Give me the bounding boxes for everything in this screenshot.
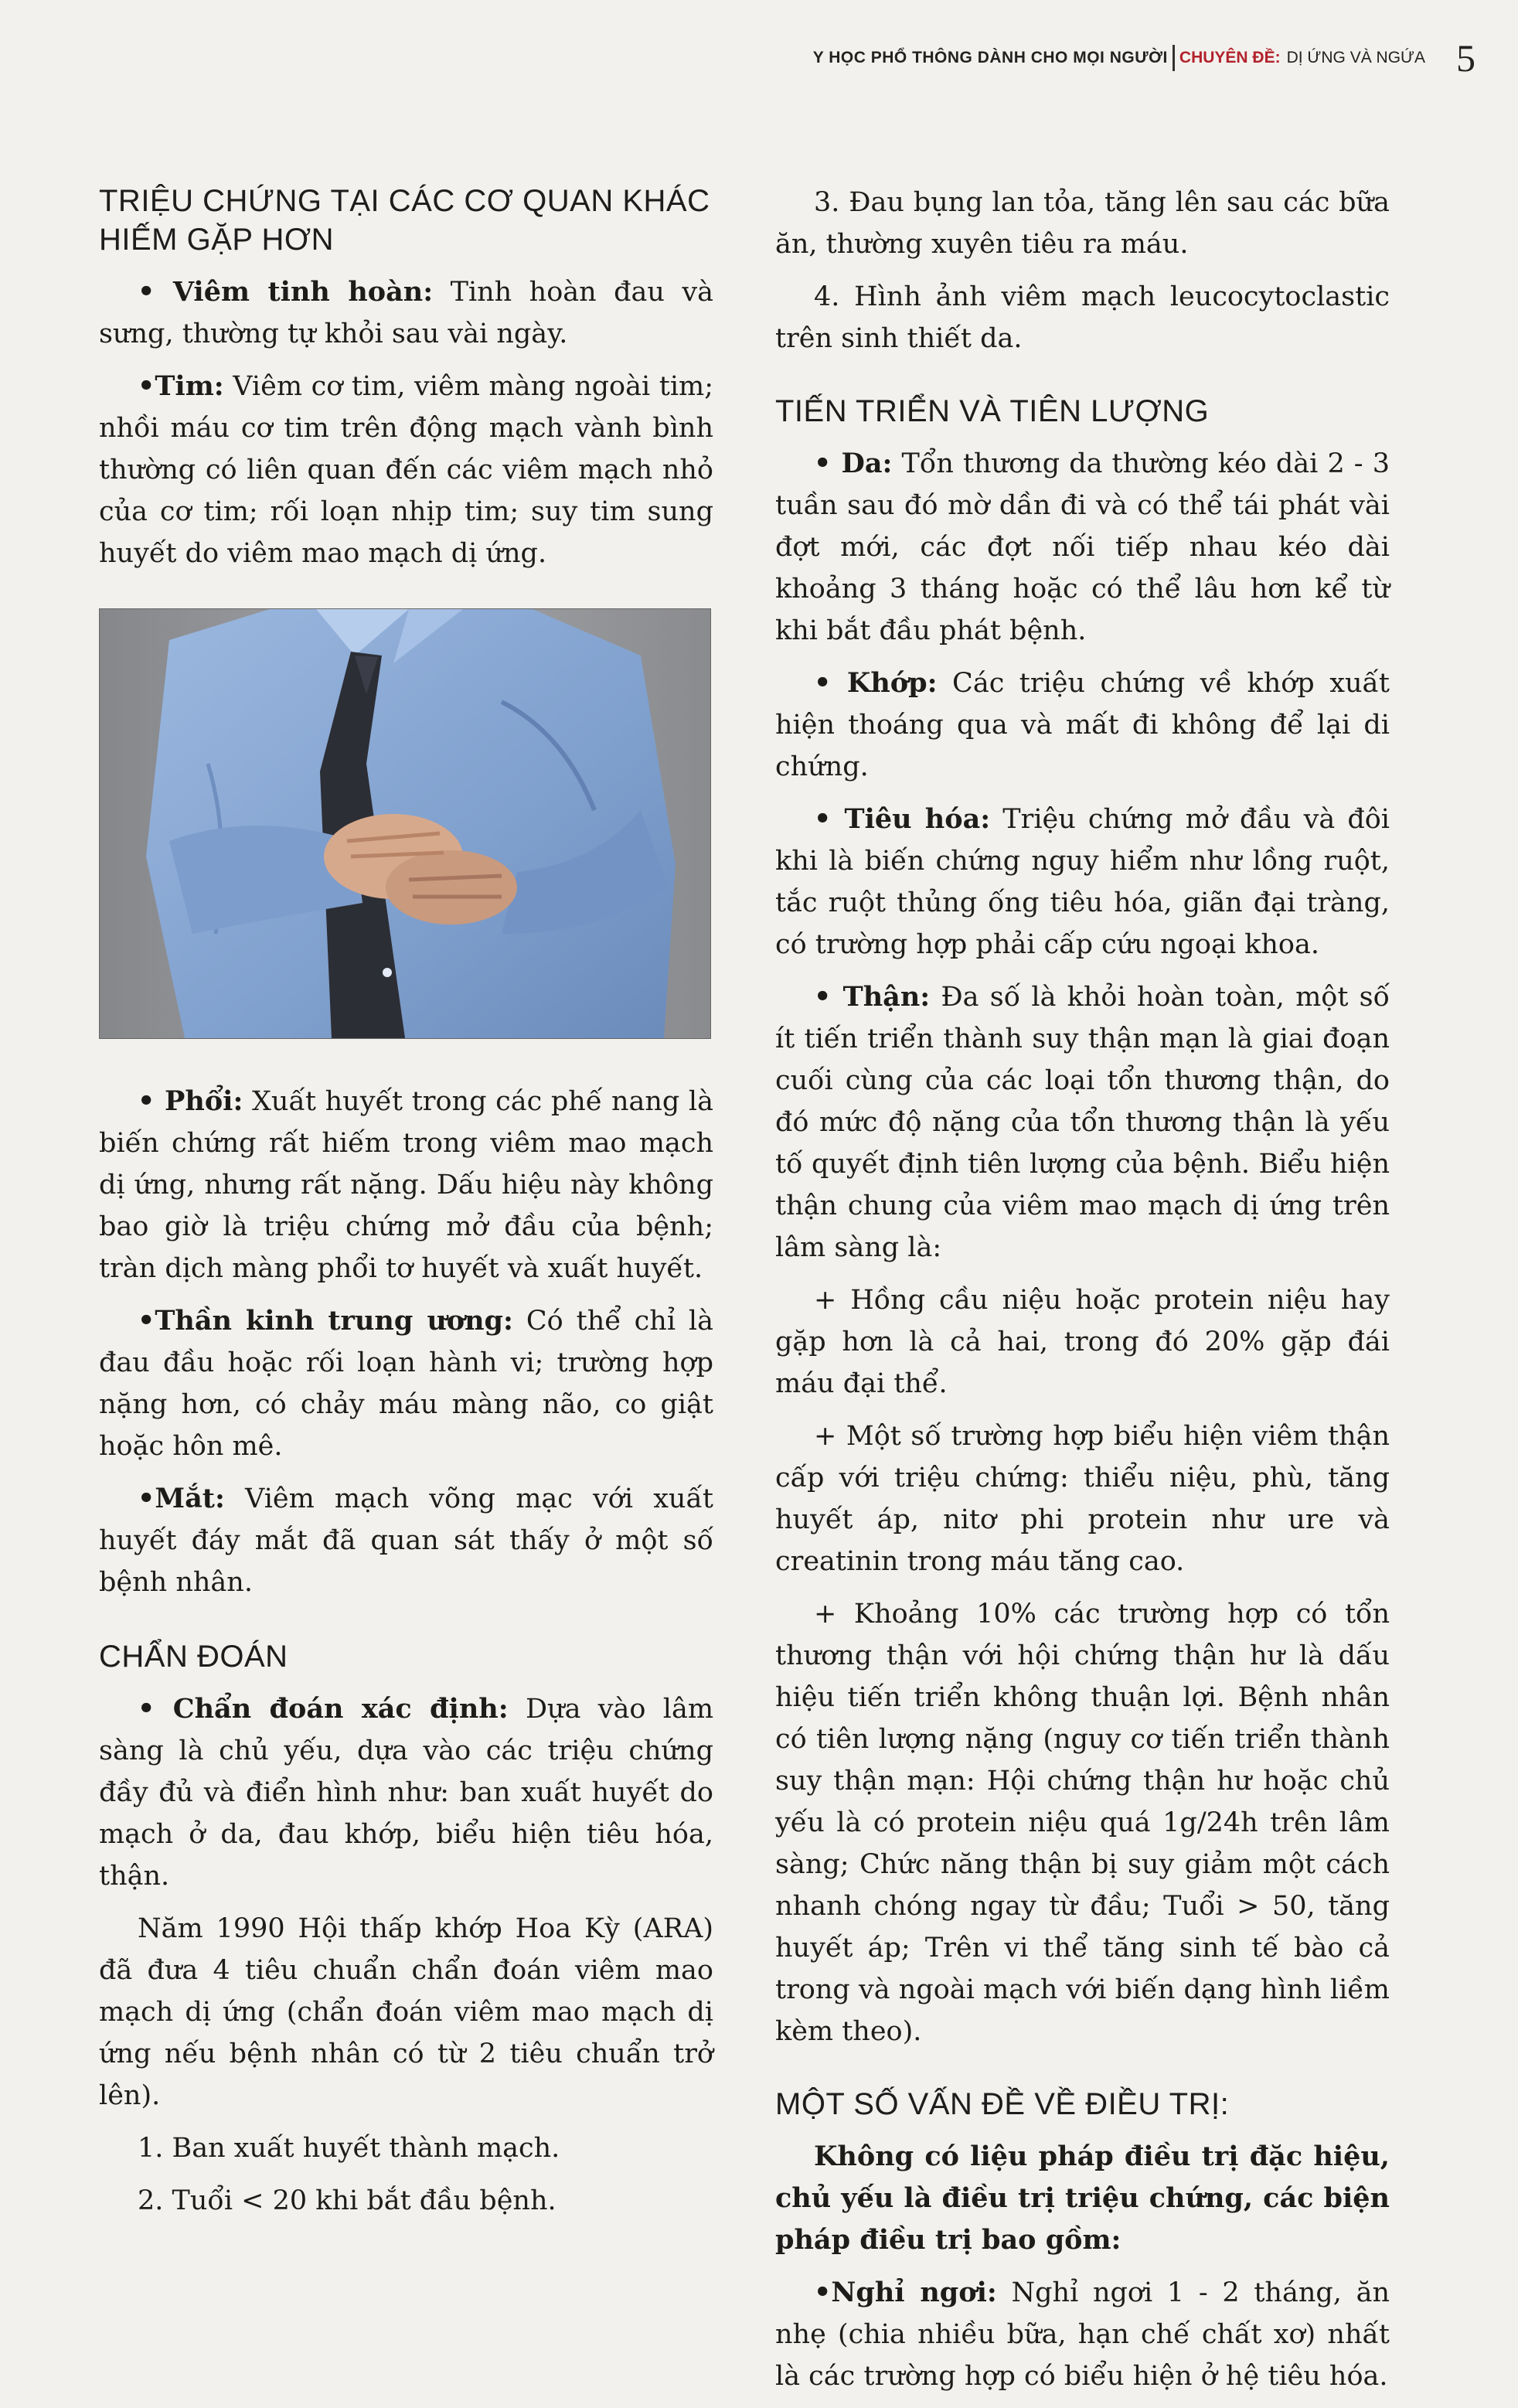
kidney-point-1: + Hồng cầu niệu hoặc protein niệu hay gặp hơn là cả hai, trong đó 20% gặp đái máu đại thể. [775,1285,1390,1399]
term-lungs: • Phổi: [138,1085,243,1117]
section-heading-symptoms: TRIỆU CHỨNG TẠI CÁC CƠ QUAN KHÁC HIẾM GẶP HƠN [99,184,710,257]
chest-pain-photo [99,608,711,1039]
man-holding-chest-illustration [100,609,710,1038]
right-column [775,182,1390,2408]
paragraph-lungs [99,1081,713,1289]
term-joints: • Khớp: [814,667,938,699]
section-heading-prognosis: TIẾN TRIỂN VÀ TIÊN LƯỢNG [775,394,1210,428]
kidney-point-3: + Khoảng 10% các trường hợp có tổn thương thận với hội chứng thận hư là dấu hiệu tiến triển không thuận lợi. Bệnh nhân có tiên lượng nặng (nguy cơ tiến triển thành suy thận mạn: Hội chứng thận hư hoặc chủ yếu là có protein niệu quá 1g/24h trên lâm sàng; Chức năng thận bị suy giảm một cách nhanh chóng ngay từ đầu; Tuổi > 50, tăng huyết áp; Trên vi thể tăng sinh tế bào cả trong và ngoài mạch với biến dạng hình liềm kèm theo). [775,1599,1390,2047]
text-digestion: Triệu chứng mở đầu và đôi khi là biến chứng nguy hiểm như lồng ruột, tắc ruột thủng ống tiêu hóa, giãn đại tràng, có trường hợp phải cấp cứu ngoại khoa. [775,804,1390,960]
header-divider [1173,45,1175,71]
text-heart: Viêm cơ tim, viêm màng ngoài tim; nhồi máu cơ tim trên động mạch vành bình thường có liên quan đến các viêm mạch nhỏ của cơ tim; rối loạn nhịp tim; suy tim sung huyết do viêm mao mạch dị ứng. [99,371,713,569]
publication-title: Y HỌC PHỔ THÔNG DÀNH CHO MỌI NGƯỜI [812,49,1168,66]
paragraph-treatment-intro [775,2136,1390,2261]
term-testicles: • Viêm tinh hoàn: [138,276,434,308]
paragraph-digestion [775,799,1390,966]
topic-title: DỊ ỨNG VÀ NGỨA [1286,49,1425,66]
term-eyes: •Mắt: [138,1483,225,1514]
treatment-intro-text: Không có liệu pháp điều trị đặc hiệu, chủ yếu là điều trị triệu chứng, các biện pháp điều trị bao gồm: [775,2141,1390,2256]
topic-label: CHUYÊN ĐỀ: [1179,49,1281,66]
paragraph-testicles [99,271,713,355]
text-eyes: Viêm mạch võng mạc với xuất huyết đáy mắt đã quan sát thấy ở một số bệnh nhân. [99,1483,713,1598]
paragraph-ara-criteria: Năm 1990 Hội thấp khớp Hoa Kỳ (ARA) đã đưa 4 tiêu chuẩn chẩn đoán viêm mao mạch dị ứng (chẩn đoán viêm mao mạch dị ứng nếu bệnh nhân có từ 2 tiêu chuẩn trở lên). [99,1913,713,2111]
term-kidney: • Thận: [814,981,931,1013]
paragraph-diagnosis [99,1688,713,1897]
paragraph-heart [99,366,713,574]
left-column [99,182,713,2233]
section-heading-diagnosis: CHẨN ĐOÁN [99,1640,288,1674]
text-rest: Nghỉ ngơi 1 - 2 tháng, ăn nhẹ (chia nhiều bữa, hạn chế chất xơ) nhất là các trường hợp có biểu hiện ở hệ tiêu hóa. [775,2277,1390,2392]
criteria-item-2: 2. Tuổi < 20 khi bắt đầu bệnh. [138,2185,556,2216]
term-heart: •Tim: [138,370,224,402]
criteria-item-1: 1. Ban xuất huyết thành mạch. [138,2133,560,2164]
text-joints: Các triệu chứng về khớp xuất hiện thoáng qua và mất đi không để lại di chứng. [775,668,1390,782]
term-cns: •Thần kinh trung ương: [138,1305,513,1337]
paragraph-cns [99,1300,713,1467]
criteria-item-4: 4. Hình ảnh viêm mạch leucocytoclastic trên sinh thiết da. [775,281,1390,354]
paragraph-eyes [99,1478,713,1603]
section-heading-treatment: MỘT SỐ VẤN ĐỀ VỀ ĐIỀU TRỊ: [775,2087,1230,2121]
paragraph-kidney [775,976,1390,1269]
running-header [813,31,1475,85]
term-rest: •Nghỉ ngơi: [814,2277,997,2308]
kidney-point-2: + Một số trường hợp biểu hiện viêm thận cấp với triệu chứng: thiểu niệu, phù, tăng huyết áp, nitơ phi protein như ure và creatinin trong máu tăng cao. [775,1421,1390,1577]
paragraph-skin [775,443,1390,652]
text-diagnosis: Dựa vào lâm sàng là chủ yếu, dựa vào các triệu chứng đầy đủ và điển hình như: ban xuất huyết do mạch ở da, đau khớp, biểu hiện tiêu hóa, thận. [99,1694,714,1892]
text-kidney: Đa số là khỏi hoàn toàn, một số ít tiến triển thành suy thận mạn là giai đoạn cuối cùng của các loại tổn thương thận, do đó mức độ nặng của tổn thương thận là yếu tố quyết định tiên lượng của bệnh. Biểu hiện thận chung của viêm mao mạch dị ứng trên lâm sàng là: [775,982,1390,1263]
text-cns: Có thể chỉ là đau đầu hoặc rối loạn hành vi; trường hợp nặng hơn, có chảy máu màng não, co giật hoặc hôn mê. [99,1306,713,1462]
term-digestion: • Tiêu hóa: [814,803,991,835]
term-skin: • Da: [814,448,893,479]
paragraph-rest [775,2272,1390,2397]
criteria-item-3: 3. Đau bụng lan tỏa, tăng lên sau các bữa ăn, thường xuyên tiêu ra máu. [775,187,1390,260]
text-lungs: Xuất huyết trong các phế nang là biến chứng rất hiếm trong viêm mao mạch dị ứng, nhưng rất nặng. Dấu hiệu này không bao giờ là triệu chứng mở đầu của bệnh; tràn dịch màng phổi tơ huyết và xuất huyết. [99,1086,713,1284]
text-testicles: Tinh hoàn đau và sưng, thường tự khỏi sau vài ngày. [99,277,713,349]
term-diagnosis: • Chẩn đoán xác định: [138,1693,509,1725]
paragraph-joints [775,662,1390,788]
page-number: 5 [1456,36,1475,80]
text-skin: Tổn thương da thường kéo dài 2 - 3 tuần sau đó mờ dần đi và có thể tái phát vài đợt mới, các đợt nối tiếp nhau kéo dài khoảng 3 tháng hoặc có thể lâu hơn kể từ khi bắt đầu phát bệnh. [775,448,1390,646]
